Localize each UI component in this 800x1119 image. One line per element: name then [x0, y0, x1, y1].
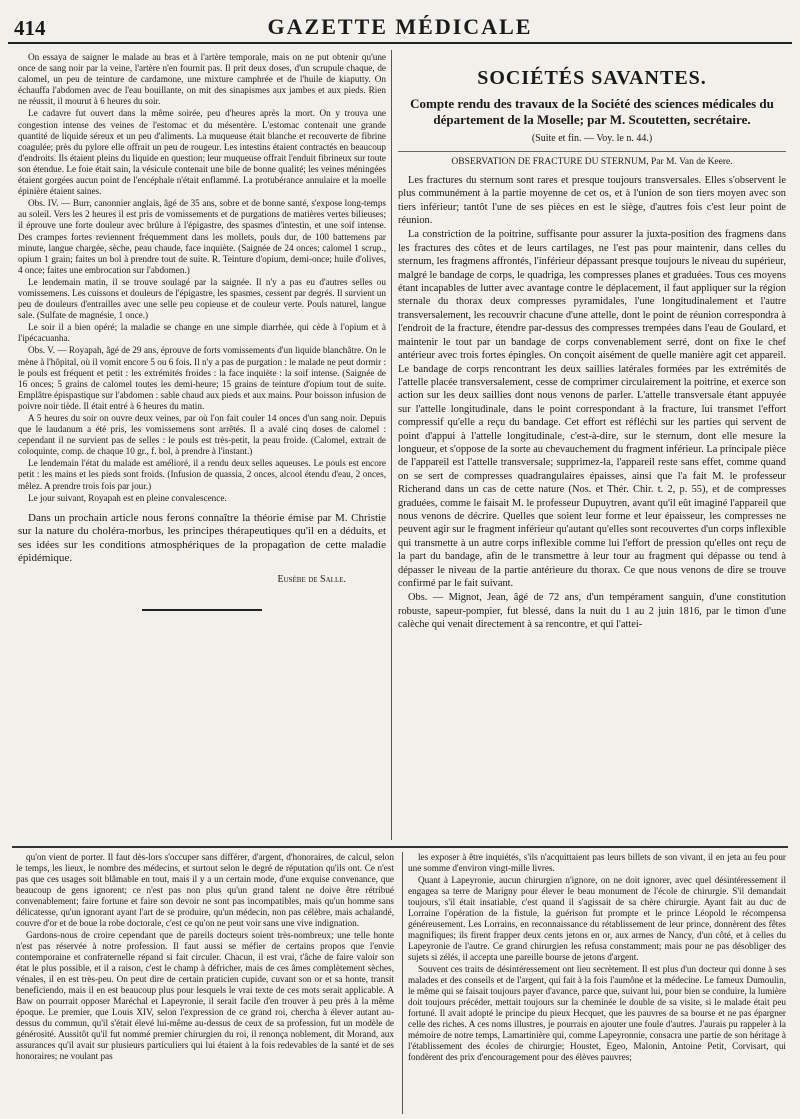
right-paragraph: La constriction de la poitrine, suffisante pour assurer la juxta-position des fragmens dans les fractures des côtes et de leurs cartilages, ne l'est pas pour maintenir, dans celles du sternum, les fragmens affrontés, l'inférieur dépassant presque toujours le niveau du supérieur, malgré le bandage de corps, le quadriga, les compresses planes et graduées. Tous ces moyens étant incapables de lutter avec avantage contre le déplacement, il faut appliquer sur la région sternale du thorax deux compresses pyramidales, l'une longitudinalement et l'autre transversalement, les recouvrir chacune d'une attelle, dont le point de réunion correspondra à l'endroit de la fracture, étendre par-dessus des compresses trempées dans l'eau de Goulard, et maintenir le tout par un bandage de corps convenablement serré, dont on fixe le chef antérieur avec trois fortes épingles. On conçoit aisément de quelle manière agit cet appareil. Le bandage de corps rencontrant les deux saillies latérales formées par les extrémités de l'attelle placée transversalement, cesse de comprimer circulairement la poitrine, et exerce son action sur les deux saillies dont nous venons de parler. L'attelle transversale étant appuyée sur l'attelle longitudinale, dans le point correspondant à la fracture, lui transmet l'effort compressif qu'elle a reçu du bandage. Cet effort est réfléchi sur les parties qui servent de point d'appui à l'attelle longitudinale, c'est-à-dire, sur le sternum, dont elle mesure la longueur, et s'oppose de la sorte au chevauchement du fragment inférieur. La principale pièce de l'appareil est l'attelle transversale; supprimez-la, l'appareil reste sans effet, comme quand on se sert de compresses quadrangulaires épaisses, ainsi que l'a fait M. le professeur Richerand dans un cas de cette nature (Nos. et Thér. Chir. t. 2, p. 55), et de compresses graduées, comme le faisait M. le professeur Dupuytren, avant qu'il eût imaginé l'appareil que nous venons de décrire. Quelles que soient leur forme et leur épaisseur, les compresses ne peuvent agir sur le fragment inférieur qu'autant qu'elles sont recouvertes d'un corps inflexible qui transmette à un autre corps inflexible comme lui l'effort de pression qu'elles ont reçu de la part du bandage, afin de le transmettre à leur tour au fragment qui dépasse ou tend à dépasser le niveau de la partie antérieure du thorax. Ce que nous venons de dire se trouve confirmé par le fait suivant.	[398, 229, 786, 589]
page-header	[8, 10, 792, 44]
left-paragraph: Obs. IV. — Burr, canonnier anglais, âgé de 35 ans, sobre et de bonne santé, s'expose long-temps au soleil. Vers les 2 heures il est pris de vomissements et de purgations de matières vertes bilieuses; il éprouve une forte douleur avec brûlure à l'épigastre, des spasmes d'intestin, et une soif intense. Des crampes fortes reviennent fréquemment dans les mollets, pouls dur, de 100 battemens par minute, langue chargée, sèche, peau chaude, face inquiète. (Saignée de 24 onces; calomel 1 scrup., opium 1 grain; faites un bol à prendre tout de suite. R. Teinture d'opium, demi-once; huile d'olives, 4 once; faites une embrocation sur l'abdomen.)	[18, 198, 386, 275]
feuilleton-left-column	[16, 852, 394, 1114]
observation-heading: OBSERVATION DE FRACTURE DU STERNUM, Par M. Van de Keere.	[398, 151, 786, 169]
feuilleton-paragraph: les exposer à être inquiétés, s'ils n'acquittaient pas leurs billets de son vivant, il en jeta au feu pour une somme d'environ vingt-mille livres.	[408, 852, 786, 873]
feuilleton-right-column	[408, 852, 786, 1114]
feuilleton-divider	[402, 852, 403, 1114]
page-number: 414	[14, 16, 46, 40]
left-column	[18, 52, 386, 807]
horizontal-rule	[12, 846, 788, 848]
left-paragraph: Obs. V. — Royapah, âgé de 29 ans, éprouve de forts vomissements d'un liquide blanchâtre. On le mène à l'hôpital, où il vomit encore 5 ou 6 fois. Il n'y a pas de purgation : le malade ne peut dormir : le pouls est fréquent et petit : les extrémités froides : la face inquiète : la soif intense. (Saignée de 16 onces; 5 grains de calomel toutes les demi-heure; 15 grains de teinture d'opium tout de suite. Emplâtre épispastique sur l'abdomen : sable chaud aux pieds et aux mains. Pour boisson infusion de poivre noir tiède. Il était entré à 6 heures du matin.	[18, 345, 386, 411]
left-paragraph: Le lendemain matin, il se trouve soulagé par la saignée. Il n'y a pas eu d'autres selles ou vomissemens. Les cuissons et douleurs de l'épigastre, les spasmes, cessent par degrés. Il survient un peu de douleurs d'entrailles avec une selle peu copieuse et de couleur verte. Pouls naturel, langue sale. (Sulfate de magnésie, 1 once.)	[18, 276, 386, 321]
left-paragraph: Le soir il a bien opéré; la maladie se change en une simple diarrhée, qui cède à l'opium et à l'ipécacuanha.	[18, 322, 386, 344]
report-subtitle: Compte rendu des travaux de la Société des sciences médicales du département de la Moselle; par M. Scoutetten, secrétaire.	[410, 96, 774, 127]
journal-title: GAZETTE MÉDICALE	[267, 14, 533, 39]
left-paragraph: Le jour suivant, Royapah est en pleine convalescence.	[28, 492, 227, 503]
section-title: SOCIÉTÉS SAVANTES.	[477, 67, 707, 89]
left-paragraph: Le lendemain l'état du malade est amélioré, il a rendu deux selles aqueuses. Le pouls est encore petit : les mains et les pieds sont froids. (Infusion de quassia, 2 onces, alcool étendu d'eau, 2 onces, mêlez. A prendre trois fois par jour.)	[18, 458, 386, 491]
feuilleton-paragraph: Gardons-nous de croire cependant que de pareils docteurs soient très-nombreux; une telle honte n'est pas réservée à notre profession. Il faut aussi se méfier de certains propos que l'envie contemporaine et confraternelle répand si fait circuler. Chacun, il est vrai, t'âche de faire valoir son état le plus possible, et il a raison, c'est le champ à défricher, mais de ces âmes complètement sèches, vénales, il en est très-peu. On peut dire de certain praticien cupide, cuvant son or et sa honte, transit beneficiendo, mais il en est beaucoup plus pour lesquels le vrai texte de ces mots serait applicable. A Baw on pourrait opposer Maréchal et Lapeyronie, il serait facile d'en trouver à peu près à la même époque. Le premier, que Louis XIV, selon l'expression de ce grand roi, chercha à élever autant au-dessus du commun, qu'il s'était élevé lui-même au-dessus de ceux de sa profession, fut un modèle de générosité. Aussitôt qu'il fut nommé premier chirurgien du roi, il renonça noblement, dit Morand, aux assurances qu'il avait sur plusieurs particuliers qui lui étaient à la fois redevables de la santé et de ses honoraires; ne voulant pas	[16, 930, 394, 1061]
left-paragraph: A 5 heures du soir on ouvre deux veines, par où l'on fait couler 14 onces d'un sang noir. Depuis que le laudanum a été pris, les vomissemens sont arrêtés. Il a avalé cinq doses de calomel : cependant il ne survient pas de selles : le pouls est très-petit, la peau froide. (Calomel, extrait de coloquinte, comp. de chaque 10 gr., f. bol, à prendre à l'instant.)	[18, 413, 386, 457]
left-paragraph: Le cadavre fut ouvert dans la même soirée, peu d'heures après la mort. On y trouva une congestion intense des veines de l'estomac et du mésentère. L'estomac contenait une grande quantité de liquide séreux et un peu d'aliments. La muqueuse était blanche et recouverte de fibrine coagulée; près du pylore elle offrait un peu de rougeur. Les intestins étaient contractés en beaucoup d'endroits. Ils étaient pleins du liquide en question; leur muqueuse offrait l'enduit fibrineux sur toute son étendue. Le foie était sain, la vésicule contenait une bile de bonne qualité; les veines méningées étaient gorgées aucun point de l'encéphale n'était enflammé. La protubérance annulaire et la moelle épinière étaient saines.	[18, 108, 386, 197]
column-divider	[391, 50, 392, 840]
right-column	[398, 52, 786, 842]
section-divider	[142, 609, 262, 611]
continuation-note: (Suite et fin. — Voy. le n. 44.)	[531, 133, 653, 144]
feuilleton-paragraph: Quant à Lapeyronie, aucun chirurgien n'ignore, on ne doit ignorer, avec quel désintéressement il engagea sa terre de Marigny pour élever le beau monument de l'école de chirurgie. S'il demandait toujours, s'il était insatiable, c'est quand il s'agissait de sa chère chirurgie. Ayant fait au duc de Lorraine l'opération de la fistule, la guérison fut prompte et le prince Léopold le récompensa généreusement. Les Lorrains, en reconnaissance du rétablissement de leur prince, donnèrent des fêtes magnifiques; ils firent frapper deux cents jetons en or, aux armes de Nancy, d'un côté, et à celles du Lapeyronie de l'autre. Ce grand chirurgien les refusa constamment; mais pour ne pas désobliger des sujets si zélés, il accepta une pareille bourse de jetons d'argent.	[408, 875, 786, 962]
author-signature: Eusèbe de Salle.	[277, 573, 346, 585]
right-paragraph: Obs. — Mignot, Jean, âgé de 72 ans, d'un tempérament sanguin, d'une constitution robuste, sapeur-pompier, fut blessé, dans la nuit du 1 au 2 juin 1816, par le timon d'une calèche qui venait directement à sa rencontre, et qui l'attei-	[398, 592, 786, 631]
feuilleton-paragraph: Souvent ces traits de désintéressement ont lieu secrètement. Il est plus d'un docteur qui donne à ses malades et des conseils et de l'argent, qui fait à la fois l'aumône et la médecine. Le fameux Dumoulin, le même qui se faisait toujours payer d'avance, parce que, suivant lui, pour bien se conduire, la lumière doit toujours précéder, mettait toujours sur la cheminée le double de sa visite, si le malade était peu fortuné. Il avait adopté le principe du pieux Hecquet, que les pauvres de sa bourse et ne pas épargner celle des riches. A ces noms illustres, je pourrais en ajouter une foule d'autres. J'aurais pu rappeler à la mémoire de notre temps, Lamartinière qui, comme Lapeyronnie, consacra une partie de son héritage à l'établissement des écoles de chirurgie; Houstet, Egeo, Malonin, Antoine Petit, Corvisart, qui fondèrent des prix d'encouragement pour des élèves pauvres;	[408, 964, 786, 1062]
right-paragraph: Les fractures du sternum sont rares et presque toujours transversales. Elles s'observent le plus communément à la partie moyenne de cet os, et à l'union de son tiers moyen avec son tiers inférieur; tantôt l'une de ses pièces en est le siège, d'autres fois c'est leur point de réunion.	[398, 174, 786, 227]
announcement-paragraph: Dans un prochain article nous ferons connaître la théorie émise par M. Christie sur la nature du choléra-morbus, les principes thérapeutiques qu'il en a déduits, et ses idées sur les conditions atmosphériques de la propagation de cette maladie épidémique.	[18, 511, 386, 565]
feuilleton-paragraph: qu'on vient de porter. Il faut dès-lors s'occuper sans différer, d'argent, d'honoraires, de calcul, selon le temps, les lieux, le nombre des médecins, et surtout selon le degré de réputation qu'ils ont. Ce n'est pas que ces usages soit blâmable en tout, mais il y a un certain mode, d'une exquise convenance, que beaucoup de gens ignorent; ce n'est pas non plus qu'un grand talent ne doive être rétribué convenablement; faire fortune et faire son devoir ne sont pas incompatibles, mais qu'un homme sans délicatesse, qu'un ignorant ayant l'art de se produire, qu'un médecin, non pas célèbre, mais achalandé, couvre d'or et de boue la robe doctorale, c'est ce qu'on ne peut voir sans une vive indignation.	[16, 852, 394, 928]
left-paragraph: On essaya de saigner le malade au bras et à l'artère temporale, mais on ne put obtenir qu'une once de sang noir par la veine, l'artère n'en fournit pas. Il prit deux doses, d'un scrupule chaque, de calomel, un peu de teinture de cardamone, une mixture camphrée et de l'huile de kiaputty. On échauffa l'abdomen avec de l'eau bouillante, on mit des sinapismes aux jambes et aux pieds. Rien ne réussit, il mourut à 6 heures du soir.	[18, 52, 386, 107]
